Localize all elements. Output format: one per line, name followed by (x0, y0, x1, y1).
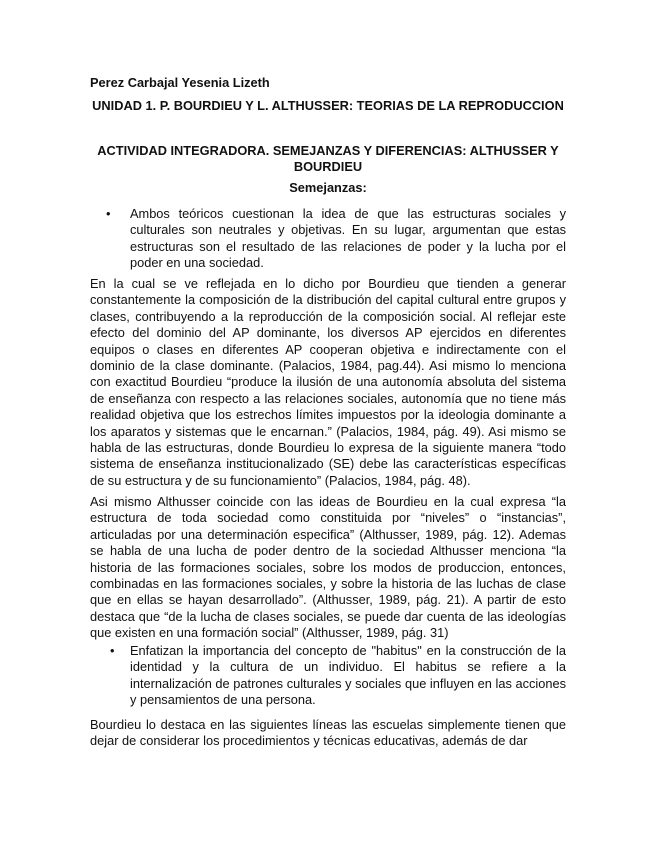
bullet-item (90, 206, 566, 272)
bullet-icon: • (110, 643, 115, 658)
paragraph: En la cual se ve reflejada en lo dicho por Bourdieu que tienden a generar constantemente la composición de la distribución del capital cultural entre grupos y clases, contribuyendo a la reproducción de la composición social. Al reflejar este efecto del dominio del AP dominante, los diversos AP ejercidos en diferentes equipos o clases en diferentes AP cooperan objetiva e indirectamente con el dominio de la clase dominante. (Palacios, 1984, pag.44). Asi mismo lo menciona con exactitud Bourdieu “produce la ilusión de una autonomía absoluta del sistema de enseñanza con respecto a las relaciones sociales, autonomía que no tiene más realidad objetiva que los estrechos límites impuestos por la ideologia dominante a los aparatos y sistemas que le encarnan.” (Palacios, 1984, pág. 49). Asi mismo se habla de las estructuras, donde Bourdieu lo expresa de la siguiente manera “todo sistema de enseñanza institucionalizado (SE) debe las características específicas de su estructura y de su funcionamiento” (Palacios, 1984, pág. 48). (90, 276, 566, 488)
paragraph: Bourdieu lo destaca en las siguientes líneas las escuelas simplemente tienen que dejar de considerar los procedimientos y técnicas educativas, además de dar (90, 717, 566, 749)
paragraph: Asi mismo Althusser coincide con las ideas de Bourdieu en la cual expresa “la estructura de toda sociedad como constituida por “niveles” o “instancias”, articuladas por una determinación especifica” (Althusser, 1989, pág. 12). Ademas se habla de una lucha de poder dentro de la sociedad Althusser menciona “la historia de las formaciones sociales, sobre los modos de produccion, entonces, combinadas en las formaciones sociales, y sobre la historia de las luchas de clase que en ellas se hayan desarrollado”. (Althusser, 1989, pág. 21). A partir de esto destaca que “de la lucha de clases sociales, se puede dar cuenta de las ideologías que existen en una formación social” (Althusser, 1989, pág. 31) (90, 494, 566, 641)
bullet-text: Enfatizan la importancia del concepto de "habitus" en la construcción de la identidad y la cultura de un individuo. El habitus se refiere a la internalización de patrones culturales y sociales que influyen en las acciones y pensamientos de una persona. (130, 643, 566, 708)
activity-title: ACTIVIDAD INTEGRADORA. SEMEJANZAS Y DIFERENCIAS: ALTHUSSER Y BOURDIEU (97, 143, 559, 175)
author-name: Perez Carbajal Yesenia Lizeth (90, 75, 270, 90)
bullet-icon: • (106, 206, 111, 221)
bullet-text: Ambos teóricos cuestionan la idea de que las estructuras sociales y culturales son neutrales y objetivas. En su lugar, argumentan que estas estructuras son el resultado de las relaciones de poder y la lucha por el poder en una sociedad. (130, 206, 566, 271)
section-heading: Semejanzas: (289, 180, 367, 195)
bullet-item (90, 643, 566, 709)
unit-title: UNIDAD 1. P. BOURDIEU Y L. ALTHUSSER: TEORIAS DE LA REPRODUCCION (92, 98, 564, 113)
